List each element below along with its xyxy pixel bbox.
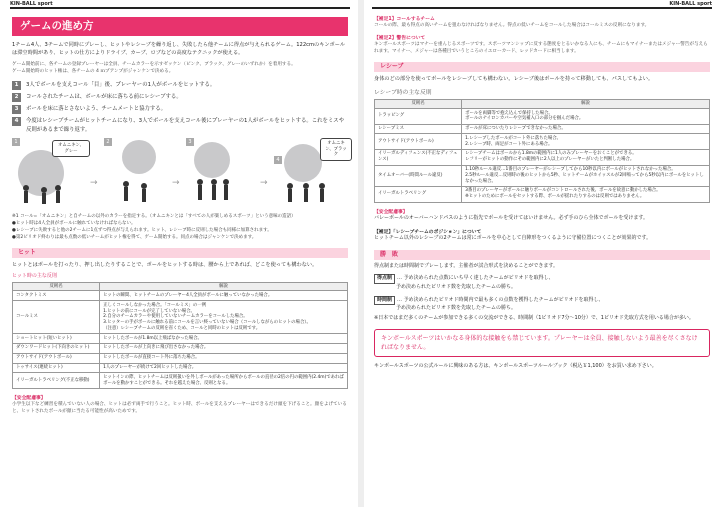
note-line: ●レシーブに失敗すると他の2チームに1点ずつ得点が与えられます。ヒット、レシーブ時に反則した場合も同様に加算されます。 (12, 227, 272, 233)
table-row (375, 186, 710, 202)
step-text: コールされたチームは、ボールが床に落ちる前にレシーブする。 (26, 94, 182, 101)
header-logo-text: KIN-BALL sport (669, 1, 712, 7)
win-paragraph: 得点制または時間制でプレーします。主催者が試合形式を決めることができます。 (374, 262, 559, 269)
step-number: 2 (12, 93, 21, 102)
table-row (375, 134, 710, 150)
foul-name: コンタクトミス (13, 291, 100, 301)
page-header (10, 0, 350, 9)
time-system-text: 予め決められたピリオド時間内で最も多くの点数を獲得したチームがピリオドを取得し、 (403, 296, 604, 303)
foul-name: レシーブミス (375, 124, 462, 134)
step-text: 3人でボールを支えコール「目」後、プレーヤーの1人がボールをヒットする。 (26, 82, 216, 89)
foul-desc: ヒットインの際、ヒットチームは反則扱いを外しボールがあった場所からボールの直径の2倍の円の範囲内(2.4m)であればボールを動かすことができる。それを越えた場合、反則となる。 (100, 373, 348, 389)
supplement-2-text: キンボールスポーツはマナーを重んじるスポーツです。スポーツマンシップに反する態度をとるいかなる人にも、チームにもマイナーまたはメジャー警告が与えられます。マイナー、メジャーは各種目でいうところのイエローカード、レッドカードに相当します。 (374, 42, 708, 54)
call-bubble: オムニキン、グレー (52, 140, 90, 157)
intro-paragraph: 1チーム4人、3チームで同時にプレーし、ヒットやレシーブを繰り返し、失敗したら他チームに得点が与えられるゲーム。122cmのキンボールは滞空時間があり、ヒットの仕方によりドライブ、カーブ、ロブなどの高度なテクニックが使える。 (12, 42, 346, 57)
note-line: ※1 コール=「オムニキン」と自チームの以外のカラーを指定する。（オムニキンとは「すべての人が楽しめるスポーツ」という意味の造語） (12, 214, 296, 220)
table-row (375, 109, 710, 125)
panel-number: 3 (186, 138, 194, 146)
step-number: 1 (12, 81, 21, 90)
note-line: ●第2ピリオド終わりは最も点数の低いチームがヒット権を得て、ゲーム開始する。同点の場合はジャンケンで決めます。 (12, 234, 257, 240)
bullet-1: ゲーム開始前に、各チームの登録プレーヤーは全員、チームカラーを示すゼッケン（ピンク、ブラック、グレーのいずれか）を着用する。 (12, 62, 296, 68)
column-header: 反則名 (13, 282, 100, 291)
step-item (12, 93, 348, 102)
table-row (13, 291, 348, 301)
foul-name: イリーガルトラベリング (375, 186, 462, 202)
section-bar-label: ヒット (18, 249, 36, 257)
column-header: 反則名 (375, 100, 462, 109)
foul-name: アウトサイド(アウトボール) (13, 353, 100, 363)
foul-desc: ヒットしたボールが1.8m以上飛ばなかった場合。 (100, 334, 348, 344)
points-system: 得点制 … 予め決められた点数にいち早く達したチームがピリオドを取得し、 (374, 274, 710, 284)
table-header-row (13, 282, 348, 291)
foul-desc: ボールが床についたりレシーブできなかった場合。 (462, 124, 710, 134)
illustration-panel-3 (186, 138, 264, 210)
step-text: 今度はレシーブチームがヒットチームになり、3人でボールを支えコール後にプレーヤーの1人がボールをヒットする。これをミスや反則があるまで繰り返す。 (26, 118, 345, 133)
table-row (13, 353, 348, 363)
receive-fouls-heading: レシーブ時の主な反則 (374, 90, 432, 97)
foul-desc: 1人のプレーヤーが続けて2回ヒットした場合。 (100, 363, 348, 373)
japan-note: ※日本ではまだ多くのチームが参加できる多くの交流ができる、時間制（1ピリオド7分～10分）で、1ピリオド先取方式を用いる場合が多い。 (374, 314, 694, 321)
foul-desc: 3番目のプレーヤーがボールに触りボールがコントロールされた後、ボールを故意に動かした場合。 ※ヒットのためにボールをセットする際、ボールが揺れたりするのは反則ではありません。 (462, 186, 710, 202)
panel-number: 2 (104, 138, 112, 146)
foul-name: ダウンワードヒット(下向きのヒット) (13, 343, 100, 353)
step-text: ボールを床に落とさないよう、チームメートと協力する。 (26, 106, 167, 113)
rulebook-footer: キンボールスポーツの公式ルールに興味のある方は、キンボールスポーツルールブック（税込￥1,100）をお買い求め下さい。 (374, 363, 657, 370)
players-figures (274, 138, 352, 210)
players-figures (186, 138, 264, 210)
panel-number: 4 (274, 156, 282, 164)
receive-paragraph: 身体のどの部分を使ってボールをレシーブしても構わない。レシーブ後はボールを持って移動しても、パスしてもよい。 (374, 76, 654, 82)
call-bubble: オムニキン、ブラック (320, 138, 352, 161)
hit-paragraph: ヒットとはボールを打ったり、押し出したりすることで、ボールをヒットする時は、腰から上であれば、どこを使っても構わない。 (12, 262, 318, 269)
arrow-icon: → (90, 178, 98, 189)
contact-callout: キンボールスポーツはいかなる身体的な接触をも禁じています。プレーヤーは全員、接触しないよう最善を尽くさなければなりません。 (374, 329, 710, 357)
bullet-2: ゲーム開始時のヒット権は、各チームの 4 ｍプアンプがジャンケンで決める。 (12, 69, 174, 75)
foul-desc: ボールを両脚等で抱え込んで保持した場合。 ボールのナイロンカバーや空気補入口の部分を掴んだ場合。 (462, 109, 710, 125)
section-bar-label: レシーブ (380, 63, 404, 70)
points-system-text-2: 予め決められたピリオド数を先取したチームの勝ち。 (396, 283, 516, 290)
table-row (13, 334, 348, 344)
column-header: 解説 (100, 282, 348, 291)
left-page (4, 0, 356, 507)
foul-desc: 1.10秒ルール違反…1番目のプレーヤーがレシーブしてから10秒以内にボールがヒットされなかった場合。 2.5秒ルール違反…反則時の後のヒットから5秒、ヒットチームがホイッスルが2回鳴ってから5秒以内にボールをヒットしなかった場合。 (462, 165, 710, 186)
foul-name: ショートヒット(短いヒット) (13, 334, 100, 344)
hit-fouls-table (12, 282, 348, 389)
foul-desc: 1.レシーブしたボールがコート外に落ちた場合。 2.レシーブ時、両足がコート外にある場合。 (462, 134, 710, 150)
table-row (375, 149, 710, 165)
supplement-1-text: コールの際、最も得点の高いチームを狙わなければなりません。得点の低いチームをコールした場合はコールミスの反則になります。 (374, 23, 650, 28)
illustration-panel-2 (104, 138, 182, 210)
step-number: 4 (12, 117, 21, 126)
players-figures (12, 138, 90, 210)
page-gutter (358, 0, 364, 507)
foul-name: イリーガルディフェンス(不正なディフェンス) (375, 149, 462, 165)
time-system-text-2: 予め決められたピリオド数を先取したチームの勝ち。 (396, 305, 516, 312)
points-system-text: 予め決められた点数にいち早く達したチームがピリオドを取得し、 (403, 275, 554, 282)
table-row (375, 165, 710, 186)
position-note-text: ヒットチーム以外のレシーブの2チームは常にボールを中心として自陣形をつくるように守備位置につくことが効果的です。 (374, 235, 652, 242)
step-number: 3 (12, 105, 21, 114)
foul-name: コールミス (13, 301, 100, 334)
steps-list (12, 81, 348, 134)
game-illustration (12, 138, 348, 210)
step-item (12, 105, 348, 114)
foul-desc: ヒットしたボールが上向きに飛び出さなかった場合。 (100, 343, 348, 353)
section-bar-hit (12, 248, 348, 258)
column-header: 解説 (462, 100, 710, 109)
table-row (13, 373, 348, 389)
foul-desc: ヒットの瞬間、ヒットチームのプレーヤー4人全員がボールに触っていなかった場合。 (100, 291, 348, 301)
page-header (372, 0, 712, 9)
illustration-panel-4 (274, 138, 352, 210)
table-row (13, 343, 348, 353)
step-item (12, 81, 348, 90)
supplement-1-title: 【補足1】コールするチーム (374, 17, 435, 22)
section-bar-receive (374, 62, 710, 72)
header-logo-text: KIN-BALL sport (10, 1, 53, 7)
arrow-icon: → (260, 178, 268, 189)
right-page (366, 0, 718, 507)
illustration-panel-1 (12, 138, 90, 210)
game-notes (12, 214, 348, 241)
page-title: ゲームの進め方 (12, 17, 348, 36)
section-bar-label: 勝 敗 (380, 250, 399, 258)
foul-name: トラッピング (375, 109, 462, 125)
time-system: 時間制 … 予め決められたピリオド時間内で最も多くの点数を獲得したチームがピリオドを取得し、 (374, 296, 710, 306)
table-header-row (375, 100, 710, 109)
hit-fouls-heading: ヒット時の主な反則 (12, 272, 57, 279)
step-item (12, 117, 348, 134)
section-bar-win (374, 250, 710, 260)
safety-title: 【安全配慮事】 (374, 209, 408, 215)
players-figures (104, 138, 182, 210)
position-note-title: 【補足】「レシーブチームのポジション」について (374, 230, 482, 236)
safety-text: バレーボールのオーバーハンドパスのように指先でボールを受けてはいけません。必ず手のひら全体でボールを受けます。 (374, 214, 649, 221)
receive-fouls-table (374, 99, 710, 202)
table-row (13, 363, 348, 373)
safety-text: 小学生以下など練習を積んでいない人の場合、ヒットは必ず両手で行うこと。ヒット時、ボールを支えるプレーヤーはできるだけ頭を下げること。顔をよげていると、ヒットされたボールが顔に当たる可能性が高いためです。 (12, 401, 347, 414)
foul-desc: レシーブチームはボールから1.8mの範囲内に1人のみプレーヤーをおくことができる。 レフリーがヒットの動作にその範囲内に2人以上のプレーヤーがいたと判断した場合。 (462, 149, 710, 165)
foul-desc: 正しくコールしなかった場合。「コールミス」の一例 1.ヒットの前にコールが完了していない場合。 2.自分のチームカラーや使用していないチームカラーをコールした場合。 3.ヒッターの手がボールに触れる前にコールを言い終っていない場合（コールしながらのヒットの場合）。 （注意）レシーブチームの反則を省くため、コールと同時のヒットは反則です。 (100, 301, 348, 334)
supplement-2-title: 【補足2】警告について (374, 36, 426, 41)
points-system-label: 得点制 (374, 274, 395, 284)
foul-name: イリーガルトラベリング(不正な移動) (13, 373, 100, 389)
foul-desc: ヒットしたボールが直接コート外に落ちた場合。 (100, 353, 348, 363)
arrow-icon: → (172, 178, 180, 189)
foul-name: タイムオーバー(時間ルール違反) (375, 165, 462, 186)
table-row (375, 124, 710, 134)
panel-number: 1 (12, 138, 20, 146)
foul-name: トゥサイス(連続ヒット) (13, 363, 100, 373)
time-system-label: 時間制 (374, 296, 395, 306)
table-row (13, 301, 348, 334)
note-line: ●ヒット時は4人全員がボールに触れていなければならない。 (12, 221, 136, 227)
safety-title: 【安全配慮事】 (12, 395, 46, 401)
foul-name: アウトサイド(アウトボール) (375, 134, 462, 150)
